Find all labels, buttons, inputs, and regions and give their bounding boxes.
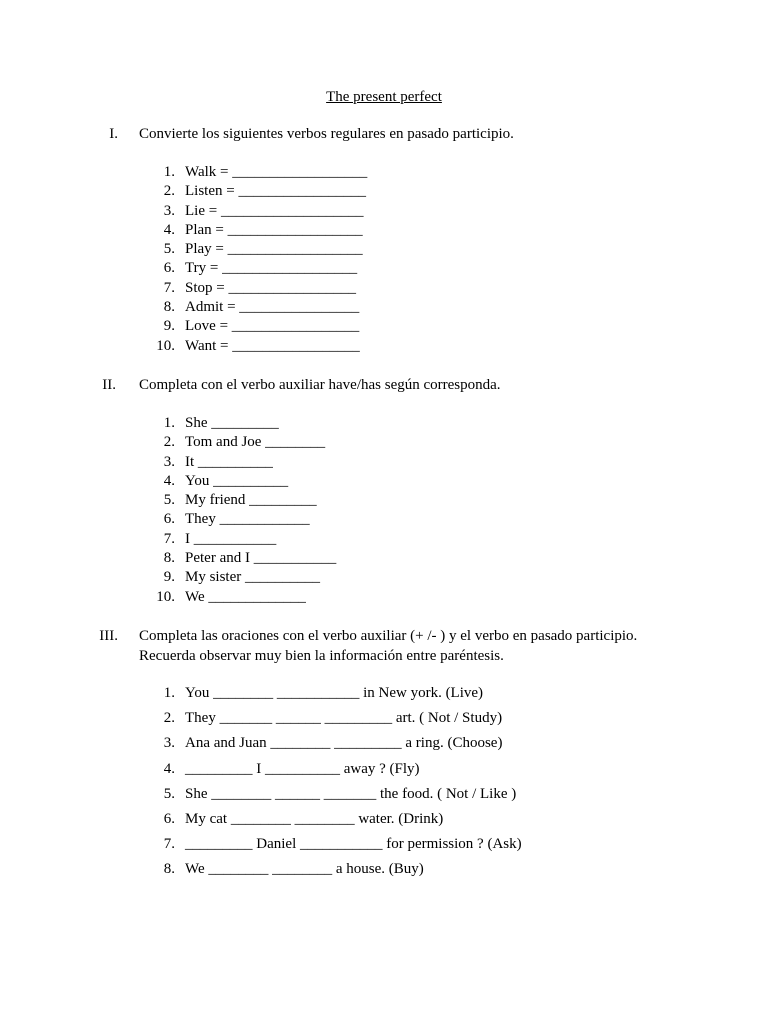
- item-text: Listen = _________________: [185, 183, 366, 200]
- item-number: 2.: [163, 434, 175, 451]
- item-number: 7.: [163, 279, 175, 296]
- item-number: 10.: [156, 337, 175, 354]
- item-text: She _________: [185, 415, 279, 431]
- section-1-numeral: I.: [109, 126, 118, 142]
- item-text: It __________: [185, 453, 273, 470]
- item-number: 2.: [163, 710, 175, 727]
- item-number: 6.: [163, 260, 175, 277]
- item-text: Want = _________________: [185, 337, 360, 354]
- item-text: Try = __________________: [185, 260, 358, 277]
- item-text: You __________: [185, 472, 289, 489]
- item-text: We ________ ________ a house. (Buy): [185, 861, 424, 878]
- item-text: They ____________: [185, 511, 310, 528]
- item-number: 7.: [163, 530, 175, 547]
- item-number: 10.: [156, 588, 175, 605]
- item-number: 3.: [163, 453, 175, 470]
- section-3-numeral: III.: [99, 628, 118, 644]
- item-number: 1.: [163, 164, 175, 180]
- section-1-instruction: Convierte los siguientes verbos regulares en pasado participio.: [139, 126, 514, 142]
- item-text: My sister __________: [185, 569, 320, 586]
- item-text: Ana and Juan ________ _________ a ring. (Choose): [185, 735, 503, 752]
- item-number: 9.: [163, 569, 175, 586]
- item-number: 6.: [163, 511, 175, 528]
- item-text: I ___________: [185, 530, 277, 547]
- item-number: 5.: [163, 492, 175, 509]
- item-text: Lie = ___________________: [185, 202, 364, 219]
- item-number: 5.: [163, 241, 175, 258]
- section-2-numeral: II.: [102, 377, 116, 393]
- item-number: 5.: [163, 785, 175, 802]
- item-number: 3.: [163, 735, 175, 752]
- item-number: 8.: [163, 550, 175, 567]
- section-3-instruction: Completa las oraciones con el verbo auxiliar (+ /- ) y el verbo en pasado participio. Recuerda observar muy bien la información entre paréntesis.: [139, 628, 638, 664]
- item-number: 1.: [163, 415, 175, 431]
- item-number: 8.: [163, 299, 175, 316]
- item-number: 4.: [163, 472, 175, 489]
- item-text: Admit = ________________: [185, 299, 360, 316]
- item-text: She ________ ______ _______ the food. ( Not / Like ): [185, 785, 517, 802]
- item-text: Walk = __________________: [185, 164, 368, 180]
- item-number: 1.: [163, 685, 175, 701]
- item-number: 4.: [163, 221, 175, 238]
- item-text: Tom and Joe ________: [185, 434, 326, 451]
- page-title: The present perfect: [326, 89, 442, 105]
- item-text: My cat ________ ________ water. (Drink): [185, 810, 444, 827]
- item-text: We _____________: [185, 588, 306, 605]
- item-text: Love = _________________: [185, 318, 360, 335]
- item-text: _________ I __________ away ? (Fly): [185, 760, 420, 777]
- item-number: 8.: [163, 861, 175, 878]
- item-number: 3.: [163, 202, 175, 219]
- item-number: 4.: [163, 760, 175, 777]
- item-text: _________ Daniel ___________ for permission ? (Ask): [185, 836, 522, 853]
- item-text: Plan = __________________: [185, 221, 363, 238]
- item-text: My friend _________: [185, 492, 317, 509]
- item-text: They _______ ______ _________ art. ( Not / Study): [185, 710, 503, 727]
- item-text: Play = __________________: [185, 241, 363, 258]
- item-number: 2.: [163, 183, 175, 200]
- item-number: 9.: [163, 318, 175, 335]
- section-2-instruction: Completa con el verbo auxiliar have/has según corresponda.: [139, 377, 501, 393]
- item-number: 6.: [163, 810, 175, 827]
- item-number: 7.: [163, 836, 175, 853]
- item-text: Stop = _________________: [185, 279, 356, 296]
- item-text: Peter and I ___________: [185, 550, 337, 567]
- item-text: You ________ ___________ in New york. (Live): [185, 685, 484, 701]
